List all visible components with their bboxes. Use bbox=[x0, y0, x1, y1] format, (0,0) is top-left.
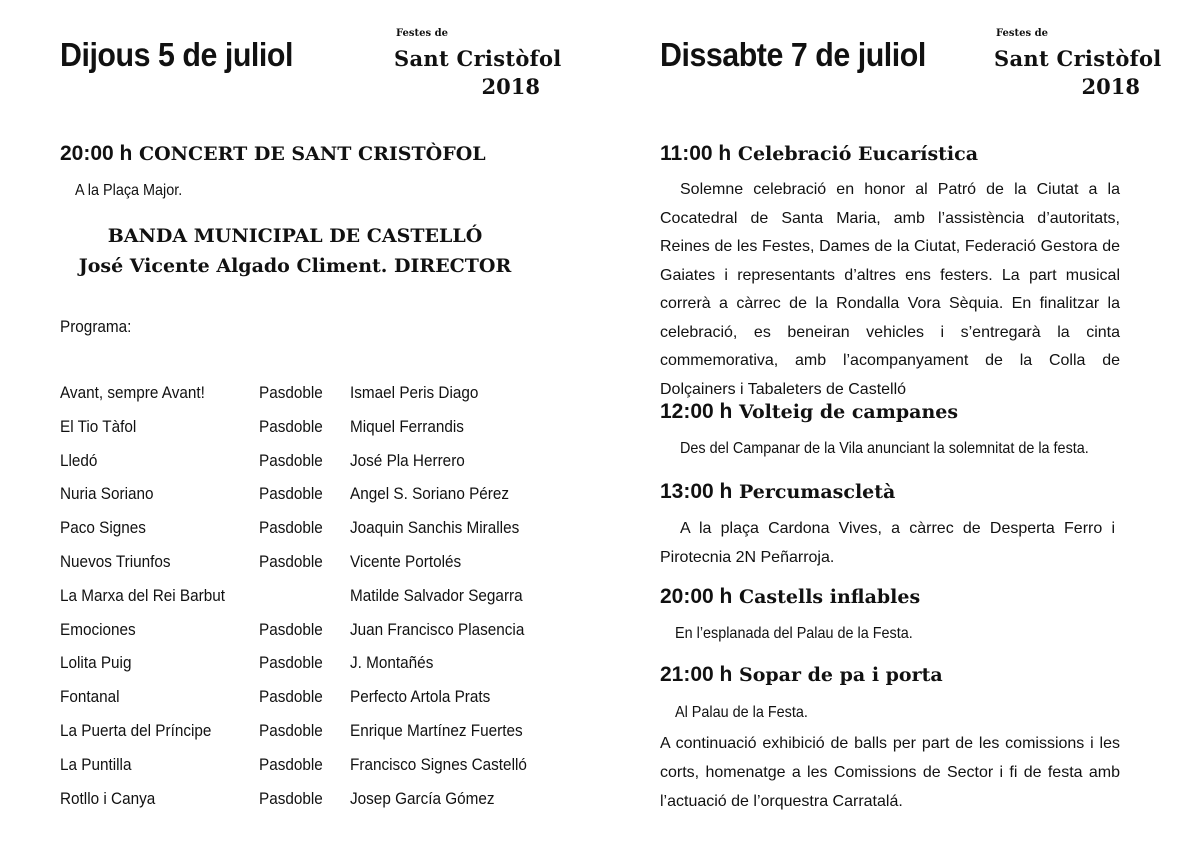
program-composer: Josep García Gómez bbox=[350, 788, 495, 808]
program-type: Pasdoble bbox=[259, 484, 323, 504]
program-type: Pasdoble bbox=[259, 653, 323, 673]
program-composer: Angel S. Soriano Pérez bbox=[350, 484, 510, 504]
program-row bbox=[60, 721, 580, 745]
event-time: 13:00 h bbox=[660, 480, 733, 503]
event-heading-1300 bbox=[660, 480, 895, 504]
event-venue-2100: Al Palau de la Festa. bbox=[675, 704, 808, 721]
program-row bbox=[60, 417, 580, 441]
program-composer: Matilde Salvador Segarra bbox=[350, 585, 523, 605]
program-type: Pasdoble bbox=[259, 754, 323, 774]
event-heading-1100 bbox=[660, 142, 978, 166]
event-text-2000: En l’esplanada del Palau de la Festa. bbox=[675, 625, 913, 642]
brand-year: 2018 bbox=[481, 74, 540, 99]
brand-name: Sant Cristòfol bbox=[394, 46, 562, 71]
program-title: La Puntilla bbox=[60, 754, 132, 774]
event-text-1100: Solemne celebració en honor al Patró de la Ciutat a la Cocatedral de Santa Maria, amb l’assistència d’autoritats, Reines de les Festes, Dames de la Ciutat, Federació Gestora de Gaiates i representants d’altres ens festers. La part musical correrà a càrrec de la Rondalla Vora Sèquia. En finalitzar la celebració, es beneiran vehicles i s’entregarà la cinta commemorativa, amb l’acompanyament de la Colla de Dolçainers i Tabaleters de Castelló bbox=[660, 181, 1120, 398]
program-composer: Enrique Martínez Fuertes bbox=[350, 721, 523, 740]
program-type: Pasdoble bbox=[259, 450, 323, 470]
event-title: Sopar de pa i porta bbox=[739, 664, 943, 686]
brand-name: Sant Cristòfol bbox=[994, 46, 1162, 71]
program-type: Pasdoble bbox=[259, 383, 323, 402]
program-label: Programa: bbox=[60, 317, 132, 336]
program-title: La Marxa del Rei Barbut bbox=[60, 585, 225, 605]
program-row bbox=[60, 552, 580, 576]
program-type: Pasdoble bbox=[259, 721, 323, 740]
program-row bbox=[60, 586, 580, 610]
program-title: Lolita Puig bbox=[60, 653, 132, 673]
day-title-right: Dissabte 7 de juliol bbox=[660, 36, 926, 73]
program-composer: Vicente Portolés bbox=[350, 552, 462, 571]
program-type: Pasdoble bbox=[259, 518, 323, 538]
program-composer: José Pla Herrero bbox=[350, 450, 465, 470]
program-composer: J. Montañés bbox=[350, 653, 434, 673]
event-title: Celebració Eucarística bbox=[737, 143, 979, 165]
band-name: BANDA MUNICIPAL DE CASTELLÓ bbox=[107, 225, 483, 247]
program-composer: Joaquin Sanchis Miralles bbox=[350, 518, 520, 538]
program-row bbox=[60, 518, 580, 542]
event-title: CONCERT DE SANT CRISTÒFOL bbox=[139, 143, 486, 165]
program-composer: Miquel Ferrandis bbox=[350, 416, 464, 436]
program-title: Nuevos Triunfos bbox=[60, 552, 171, 571]
program-row bbox=[60, 653, 580, 677]
program-composer: Perfecto Artola Prats bbox=[350, 687, 491, 707]
event-time: 20:00 h bbox=[60, 142, 133, 165]
event-time: 11:00 h bbox=[660, 142, 732, 165]
program-composer: Ismael Peris Diago bbox=[350, 383, 479, 402]
event-venue: A la Plaça Major. bbox=[75, 182, 183, 199]
program-title: El Tio Tàfol bbox=[60, 416, 137, 436]
program-type: Pasdoble bbox=[259, 552, 323, 571]
event-heading-1200 bbox=[660, 400, 958, 424]
program-title: Paco Signes bbox=[60, 518, 146, 538]
concert-heading bbox=[60, 142, 486, 166]
program-composer: Francisco Signes Castelló bbox=[350, 754, 527, 774]
program-composer: Juan Francisco Plasencia bbox=[350, 619, 525, 639]
day-title-left: Dijous 5 de juliol bbox=[60, 36, 293, 73]
program-title: Rotllo i Canya bbox=[60, 788, 156, 808]
program-row bbox=[60, 687, 580, 711]
event-title: Percumascletà bbox=[739, 481, 896, 503]
program-row bbox=[60, 484, 580, 508]
program-title: Emociones bbox=[60, 619, 136, 639]
brand-year: 2018 bbox=[1081, 74, 1140, 99]
event-time: 21:00 h bbox=[660, 663, 733, 686]
program-title: Lledó bbox=[60, 450, 98, 470]
event-heading-2000 bbox=[660, 585, 920, 609]
program-type: Pasdoble bbox=[259, 788, 323, 808]
program-type: Pasdoble bbox=[259, 416, 323, 436]
program-title: Fontanal bbox=[60, 687, 120, 707]
band-director: José Vicente Algado Climent. DIRECTOR bbox=[78, 255, 512, 277]
event-text-1200: Des del Campanar de la Vila anunciant la solemnitat de la festa. bbox=[680, 440, 1089, 457]
festival-logo-left bbox=[388, 28, 562, 99]
program-row bbox=[60, 620, 580, 644]
program-type: Pasdoble bbox=[259, 687, 323, 707]
event-time: 20:00 h bbox=[660, 585, 733, 608]
brand-festes: Festes de bbox=[996, 28, 1048, 39]
festival-logo-right bbox=[988, 28, 1162, 99]
event-title: Castells inflables bbox=[739, 586, 921, 608]
event-text-2100: A continuació exhibició de balls per part de les comissions i les corts, homenatge a les Comissions de Sector i fi de festa amb l’actuació de l’orquestra Carratalá. bbox=[660, 735, 1120, 810]
program-row bbox=[60, 451, 580, 475]
event-text-1300: A la plaça Cardona Vives, a càrrec de Desperta Ferro i Pirotecnia 2N Peñarroja. bbox=[660, 520, 1115, 566]
program-row bbox=[60, 383, 580, 407]
event-heading-2100 bbox=[660, 663, 943, 687]
program-title: La Puerta del Príncipe bbox=[60, 721, 212, 740]
event-title: Volteig de campanes bbox=[739, 401, 959, 423]
program-row bbox=[60, 755, 580, 779]
brand-festes: Festes de bbox=[396, 28, 448, 39]
program-type: Pasdoble bbox=[259, 619, 323, 639]
program-title: Avant, sempre Avant! bbox=[60, 383, 205, 402]
program-row bbox=[60, 789, 580, 813]
program-title: Nuria Soriano bbox=[60, 484, 154, 504]
event-time: 12:00 h bbox=[660, 400, 733, 423]
